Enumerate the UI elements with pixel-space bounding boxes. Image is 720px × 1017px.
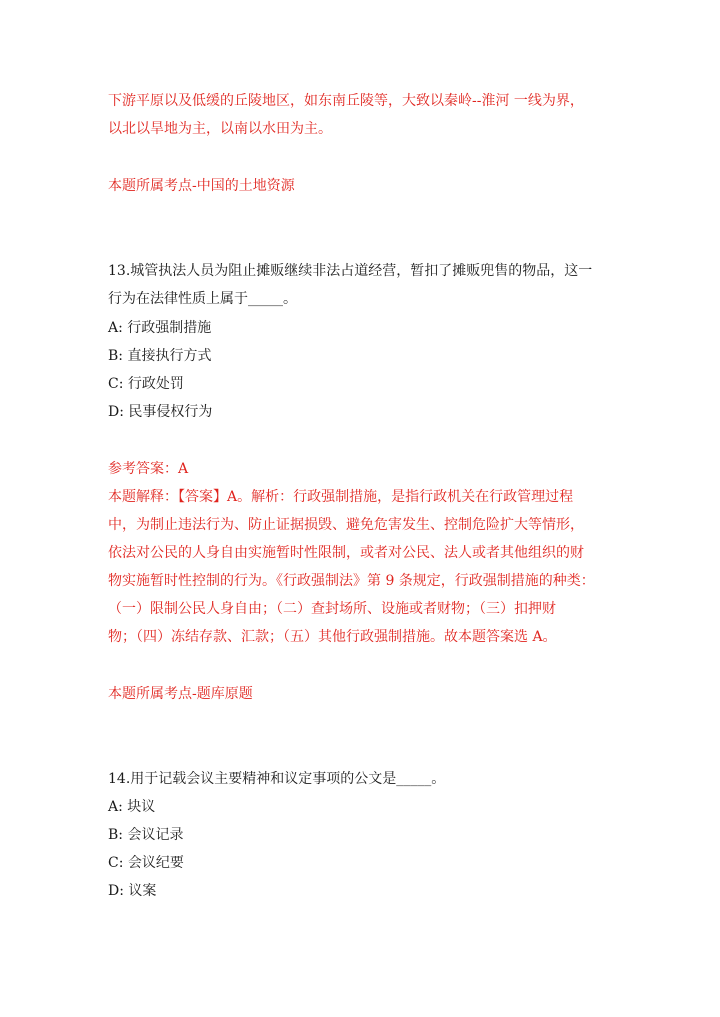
q13-stem-line-1: 13.城管执法人员为阻止摊贩继续非法占道经营，暂扣了摊贩兜售的物品，这一 (108, 263, 593, 279)
q13-option-b: B: 直接执行方式 (108, 348, 212, 364)
prev-topic: 本题所属考点-中国的土地资源 (108, 178, 295, 194)
q13-stem-line-2: 行为在法律性质上属于_____。 (108, 291, 297, 307)
q13-option-d: D: 民事侵权行为 (108, 404, 213, 420)
q13-explanation-line-2: 中，为制止违法行为、防止证据损毁、避免危害发生、控制危险扩大等情形， (108, 517, 584, 533)
q14-option-b: B: 会议记录 (108, 827, 184, 843)
q13-option-c: C: 行政处罚 (108, 376, 184, 392)
prev-explanation-line-2: 以北以旱地为主，以南以水田为主。 (108, 121, 332, 137)
q14-option-d: D: 议案 (108, 883, 157, 899)
q13-answer: 参考答案：A (108, 461, 189, 477)
q13-topic: 本题所属考点-题库原题 (108, 686, 253, 702)
q13-explanation-line-5: （一）限制公民人身自由；（二）查封场所、设施或者财物；（三）扣押财 (108, 601, 556, 617)
q13-explanation-line-3: 依法对公民的人身自由实施暂时性限制，或者对公民、法人或者其他组织的财 (108, 545, 584, 561)
prev-explanation-line-1: 下游平原以及低缓的丘陵地区，如东南丘陵等，大致以秦岭--淮河 一线为界， (108, 93, 584, 109)
q14-option-c: C: 会议纪要 (108, 855, 184, 871)
q14-stem: 14.用于记载会议主要精神和议定事项的公文是_____。 (108, 771, 446, 787)
q13-explanation-line-6: 物；（四）冻结存款、汇款；（五）其他行政强制措施。故本题答案选 A。 (108, 629, 557, 645)
q13-explanation-line-4: 物实施暂时性控制的行为。《行政强制法》第 9 条规定，行政强制措施的种类： (108, 573, 595, 589)
q13-explanation-line-1: 本题解释：【答案】A。解析：行政强制措施，是指行政机关在行政管理过程 (108, 489, 574, 505)
q13-option-a: A: 行政强制措施 (108, 320, 212, 336)
q14-option-a: A: 块议 (108, 799, 156, 815)
